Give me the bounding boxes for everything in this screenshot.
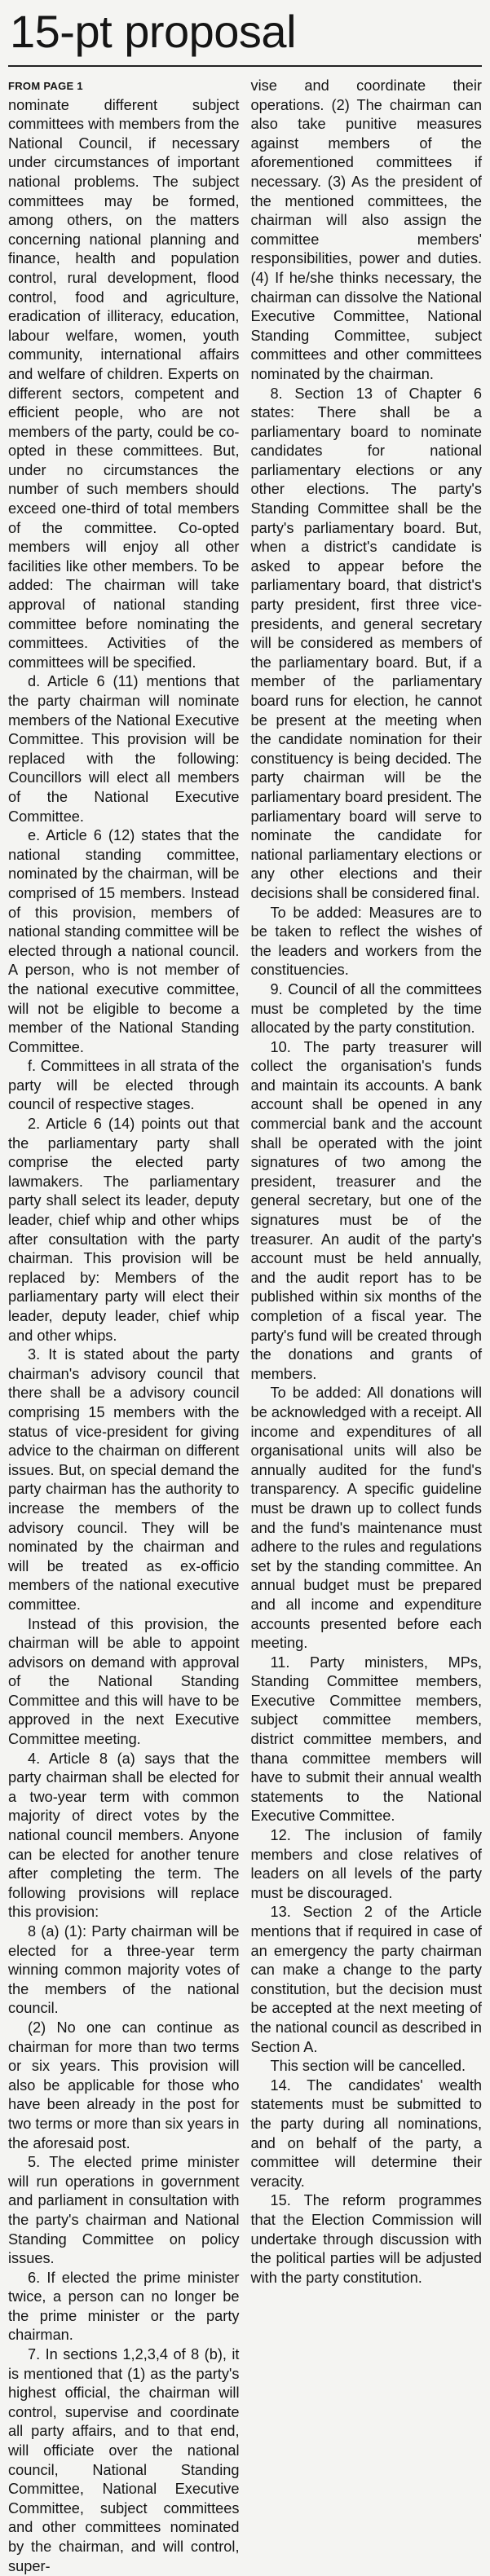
- paragraph: 14. The candidates' wealth statements must be submitted to the party during all nominations, and on behalf of the party, a committee will determine their veracity.: [250, 2076, 482, 2190]
- paragraph: To be added: All donations will be acknowledged with a receipt. All income and expenditures of all organisational units will also be annually audited for the fund's transparency. A specific guideline must be drawn up to collect funds and the fund's maintenance must adhere to the rules and regulations set by the standing committee. An annual budget must be prepared and all income and expenditure accounts presented before each meeting.: [250, 1385, 482, 1652]
- paragraph: d. Article 6 (11) mentions that the party chairman will nominate members of the National Executive Committee. This provision will be replaced with the following: Councillors will elect all members of the National Executive Committee.: [8, 673, 240, 825]
- headline-rule: [8, 65, 482, 67]
- paragraph: 9. Council of all the committees must be completed by the time allocated by the party constitution.: [250, 980, 482, 1037]
- paragraph: (2) No one can continue as chairman for more than two terms or six years. This provision will also be applicable for those who have been already in the post for two terms or more than six years in the aforesaid post.: [8, 2019, 240, 2151]
- paragraph: 5. The elected prime minister will run operations in government and parliament in consultation with the party's chairman and National Standing Committee on policy issues.: [8, 2154, 240, 2267]
- paragraph: 6. If elected the prime minister twice, a person can no longer be the prime minister or the party chairman.: [8, 2269, 240, 2344]
- paragraph: e. Article 6 (12) states that the national standing committee, nominated by the chairman, will be comprised of 15 members. Instead of this provision, members of national standing committee will be elected through a national council. A person, who is not member of the national executive committee, will not be eligible to become a member of the National Standing Committee.: [8, 827, 240, 1055]
- paragraph: 10. The party treasurer will collect the organisation's funds and maintain its accounts. A bank account shall be opened in any commercial bank and the account shall be operated with the joint signatures of two among the president, treasurer and the general secretary, but one of the signatures must be of the treasurer. An audit of the party's account must be held annually, and the audit report has to be published within six months of the completion of a fiscal year. The party's fund will be created through the donations and grants of members.: [250, 1038, 482, 1382]
- headline: 15-pt proposal: [10, 6, 297, 57]
- article-column-right: [251, 77, 483, 2576]
- paragraph: Instead of this provision, the chairman will be able to appoint advisors on demand with approval of the National Standing Committee and this will have to be approved in the next Executive Committee meeting.: [8, 1615, 240, 1748]
- paragraph: 12. The inclusion of family members and close relatives of leaders on all levels of the party must be discouraged.: [250, 1827, 482, 1901]
- article-column-left: [8, 77, 240, 2576]
- paragraph: 15. The reform programmes that the Election Commission will undertake through discussion with the political parties will be adjusted with the party constitution.: [250, 2192, 482, 2286]
- paragraph: 13. Section 2 of the Article mentions that if required in case of an emergency the party chairman can make a change to the party constitution, but the decision must be accepted at the next meeting of the national council as described in Section A.: [250, 1904, 482, 2055]
- paragraph: 8. Section 13 of Chapter 6 states: There shall be a parliamentary board to nominate candidates for national parliamentary elections or any other elections. The party's Standing Committee shall be the party's parliamentary board. But, when a district's candidate is asked to appear before the parliamentary board, that district's party president, first three vice-presidents, and general secretary will be considered as members of the parliamentary board. But, if a member of the parliamentary board runs for election, he cannot be present at the meeting when the candidate nomination for their constituency is being decided. The party chairman will be the parliamentary board president. The parliamentary board will serve to nominate the candidate for national parliamentary elections or any other elections and their decisions shall be considered final.: [250, 385, 482, 901]
- article-body: [8, 77, 482, 2576]
- paragraph: 7. In sections 1,2,3,4 of 8 (b), it is mentioned that (1) as the party's highest official, the chairman will control, supervise and coordinate all party affairs, and to that end, will officiate over the national council, National Standing Committee, National Executive Committee, subject committees and other committees nominated by the chairman, and will control, super-: [8, 2346, 240, 2574]
- paragraph: 3. It is stated about the party chairman's advisory council that there shall be a advisory council comprising 15 members with the status of vice-president for giving advice to the chairman on different issues. But, on special demand the party chairman has the authority to increase the members of the advisory council. They will be nominated by the chairman and will be treated as ex-officio members of the national executive committee.: [8, 1346, 240, 1613]
- paragraph: This section will be cancelled.: [270, 2058, 466, 2075]
- paragraph: To be added: Measures are to be taken to reflect the wishes of the leaders and workers from the constituencies.: [250, 904, 482, 979]
- paragraph: 11. Party ministers, MPs, Standing Committee members, Executive Committee members, subject committee members, district committee members, and thana committee members will have to submit their annual wealth statements to the National Executive Committee.: [250, 1653, 482, 1825]
- paragraph: nominate different subject committees with members from the National Council, if necessary under circumstances of important national problems. The subject committees may be formed, among others, on the matters concerning national planning and finance, health and population control, rural development, flood control, food and agriculture, eradication of illiteracy, education, labour welfare, women, youth community, international affairs and welfare of children. Experts on different sectors, competent and efficient people, who are not members of the party, could be co-opted in these committees. But, under no circumstances the number of such members should exceed one-third of total members of the committee. Co-opted members will enjoy all other facilities like other members. To be added: The chairman will take approval of national standing committee before nominating the committees. Activities of the committees will be specified.: [8, 96, 240, 671]
- kicker: FROM PAGE 1: [8, 80, 83, 92]
- paragraph: 8 (a) (1): Party chairman will be elected for a three-year term winning common majority votes of the members of the national council.: [8, 1923, 240, 2017]
- paragraph: 2. Article 6 (14) points out that the parliamentary party shall comprise the elected party lawmakers. The parliamentary party shall select its leader, deputy leader, chief whip and other whips after consultation with the party chairman. This provision will be replaced by: Members of the parliamentary party will elect their leader, deputy leader, chief whip and other whips.: [8, 1116, 240, 1344]
- paragraph: f. Committees in all strata of the party will be elected through council of respective stages.: [8, 1058, 240, 1113]
- paragraph: 4. Article 8 (a) says that the party chairman shall be elected for a two-year term with common majority of direct votes by the national council members. Anyone can be elected for another tenure after completing the term. The following provisions will replace this provision:: [8, 1750, 240, 1921]
- paragraph: vise and coordinate their operations. (2) The chairman can also take punitive measures against members of the aforementioned committees if necessary. (3) As the president of the mentioned committees, the chairman will also assign the committee members' responsibilities, power and duties. (4) If he/she thinks necessary, the chairman can dissolve the National Executive Committee, National Standing Committee, subject committees and other committees nominated by the chairman.: [250, 77, 482, 382]
